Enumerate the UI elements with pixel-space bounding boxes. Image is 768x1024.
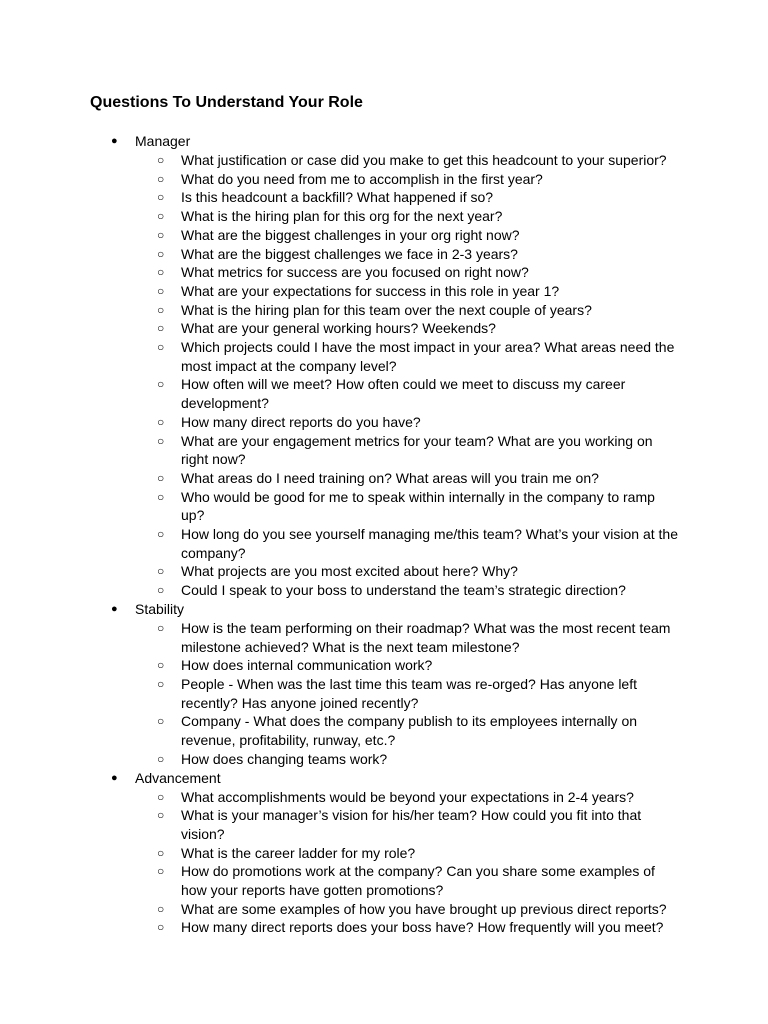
hollow-bullet-icon: ○ [157,714,165,729]
hollow-bullet-icon: ○ [157,901,165,916]
question-item [157,581,681,600]
hollow-bullet-icon: ○ [157,377,165,392]
question-text: What are the biggest challenges in your org right now? [181,226,520,243]
hollow-bullet-icon: ○ [157,265,165,280]
question-item [157,806,681,843]
question-text: What is the career ladder for my role? [181,844,416,861]
question-text: What do you need from me to accomplish in the first year? [181,170,543,187]
question-text: What accomplishments would be beyond your expectations in 2-4 years? [181,788,634,805]
section-advancement [0,769,768,938]
question-text: Who would be good for me to speak within internally in the company to ramp up? [181,488,655,524]
question-item [157,226,681,245]
question-text: What are your engagement metrics for your team? What are you working on right now? [181,432,653,468]
hollow-bullet-icon: ○ [157,190,165,205]
bullet-icon: ● [111,602,118,615]
question-text: How many direct reports does your boss have? How frequently will you meet? [181,919,664,936]
question-text: People - When was the last time this team was re-orged? Has anyone left recently? Has anyone joined recently? [181,675,637,711]
page-title: Questions To Understand Your Role [90,94,363,111]
question-item [157,282,681,301]
question-item [157,338,681,375]
question-text: How often will we meet? How often could we meet to discuss my career development? [181,376,626,412]
question-text: What are your expectations for success in this role in year 1? [181,282,560,299]
question-item [157,375,681,412]
question-item [157,207,681,226]
bullet-icon: ● [111,771,118,784]
question-item [157,918,681,937]
section-stability [0,600,768,769]
question-item [157,844,681,863]
hollow-bullet-icon: ○ [157,920,165,935]
question-list [135,151,768,600]
hollow-bullet-icon: ○ [157,864,165,879]
question-item [157,263,681,282]
hollow-bullet-icon: ○ [157,751,165,766]
hollow-bullet-icon: ○ [157,489,165,504]
hollow-bullet-icon: ○ [157,470,165,485]
question-item [157,788,681,807]
hollow-bullet-icon: ○ [157,340,165,355]
question-item [157,750,681,769]
hollow-bullet-icon: ○ [157,171,165,186]
question-text: How long do you see yourself managing me/this team? What’s your vision at the company? [181,526,678,561]
question-text: What projects are you most excited about here? Why? [181,563,518,580]
question-item [157,469,681,488]
hollow-bullet-icon: ○ [157,564,165,579]
question-item [157,525,681,562]
question-list [135,619,768,769]
question-text: What are your general working hours? Weekends? [181,320,496,337]
question-text: Could I speak to your boss to understand the team’s strategic direction? [181,582,626,599]
hollow-bullet-icon: ○ [157,302,165,317]
question-text: What is the hiring plan for this team over the next couple of years? [181,301,592,318]
question-item [157,245,681,264]
question-text: How does internal communication work? [181,657,433,674]
question-item [157,675,681,712]
question-item [157,413,681,432]
question-text: What metrics for success are you focused on right now? [181,264,529,281]
question-text: What areas do I need training on? What areas will you train me on? [181,469,599,486]
question-text: How do promotions work at the company? Can you share some examples of how your reports have gotten promotions? [181,863,655,899]
question-text: Which projects could I have the most impact in your area? What areas need the most impact at the company level? [181,339,675,374]
hollow-bullet-icon: ○ [157,433,165,448]
hollow-bullet-icon: ○ [157,845,165,860]
bullet-icon: ● [111,135,118,147]
question-item [157,619,681,656]
section-heading: Advancement [135,769,221,786]
question-item [157,562,681,581]
hollow-bullet-icon: ○ [157,246,165,261]
hollow-bullet-icon: ○ [157,789,165,804]
hollow-bullet-icon: ○ [157,676,165,691]
hollow-bullet-icon: ○ [157,620,165,635]
question-text: Is this headcount a backfill? What happened if so? [181,189,494,206]
question-text: How many direct reports do you have? [181,413,421,430]
question-item [157,188,681,207]
hollow-bullet-icon: ○ [157,527,165,542]
question-item [157,900,681,919]
section-list [0,132,768,937]
hollow-bullet-icon: ○ [157,808,165,823]
question-item [157,432,681,469]
question-item [157,488,681,525]
question-item [157,656,681,675]
question-text: What are the biggest challenges we face in 2-3 years? [181,245,518,262]
question-text: How does changing teams work? [181,750,388,767]
question-list [135,788,768,938]
section-manager [0,132,768,600]
question-text: How is the team performing on their roadmap? What was the most recent team milestone achieved? What is the next team milestone? [181,619,671,655]
question-text: What are some examples of how you have brought up previous direct reports? [181,900,667,917]
question-item [157,151,681,170]
question-item [157,862,681,899]
hollow-bullet-icon: ○ [157,583,165,598]
hollow-bullet-icon: ○ [157,209,165,224]
section-heading: Stability [135,600,185,617]
question-item [157,319,681,338]
hollow-bullet-icon: ○ [157,658,165,673]
question-text: What is your manager’s vision for his/her team? How could you fit into that vision? [181,807,642,842]
question-item [157,712,681,749]
hollow-bullet-icon: ○ [157,283,165,298]
section-heading: Manager [135,133,191,149]
question-item [157,170,681,189]
hollow-bullet-icon: ○ [157,227,165,242]
hollow-bullet-icon: ○ [157,153,165,167]
hollow-bullet-icon: ○ [157,414,165,429]
question-item [157,301,681,320]
question-text: Company - What does the company publish to its employees internally on revenue, profitability, runway, etc.? [181,713,638,749]
question-text: What is the hiring plan for this org for the next year? [181,208,503,225]
question-text: What justification or case did you make to get this headcount to your superior? [181,152,667,168]
hollow-bullet-icon: ○ [157,321,165,336]
